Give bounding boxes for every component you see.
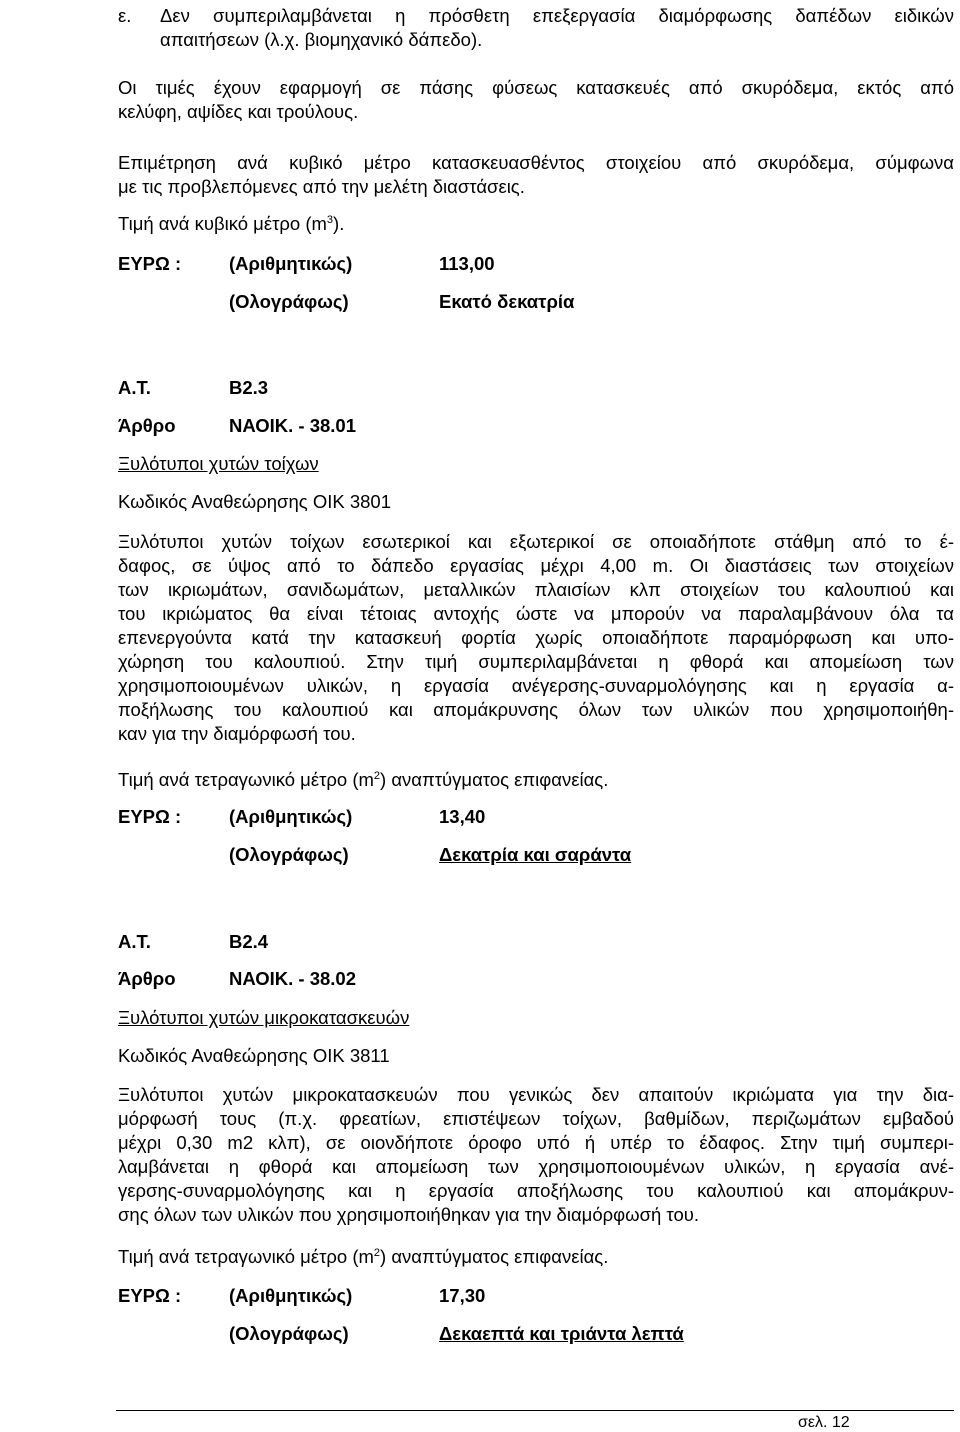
- text-line: γερσης-συναρμολόγησης και η εργασία αποξήλωσης του καλουπιού και απομάκρυν-: [118, 1180, 954, 1201]
- unit-price-line: [118, 768, 608, 792]
- numeric-value: 13,40: [439, 806, 486, 827]
- words-label: (Ολογράφως): [229, 291, 349, 312]
- list-item-marker: ε.: [118, 5, 132, 26]
- euro-label: ΕΥΡΩ :: [118, 253, 182, 274]
- unit-price-sup: 3: [326, 214, 334, 226]
- numeric-label: (Αριθμητικώς): [229, 806, 353, 827]
- unit-price-line: [118, 212, 344, 236]
- unit-price-prefix: Τιμή ανά κυβικό μέτρο (m: [118, 213, 327, 234]
- unit-price-suffix: ) αναπτύγματος επιφανείας.: [380, 1246, 609, 1267]
- article-value: ΝΑΟΙΚ. - 38.01: [229, 415, 356, 436]
- text-line: κελύφη, αψίδες και τρούλους.: [118, 101, 359, 122]
- text-line: Επιμέτρηση ανά κυβικό μέτρο κατασκευασθέντος στοιχείου από σκυρόδεμα, σύμφωνα: [118, 152, 954, 173]
- article-label: Άρθρο: [118, 968, 176, 989]
- text-line: καν για την διαμόρφωσή του.: [118, 723, 356, 744]
- text-line: Δεν συμπεριλαμβάνεται η πρόσθετη επεξεργασία διαμόρφωσης δαπέδων ειδικών: [160, 5, 954, 26]
- text-line: του ικριώματος θα είναι τέτοιας αντοχής ώστε να μπορούν να παραλαμβάνουν όλα τα: [118, 603, 954, 624]
- section-title: Ξυλότυποι χυτών μικροκατασκευών: [118, 1007, 410, 1028]
- description-paragraph: [118, 1083, 954, 1227]
- numeric-label: (Αριθμητικώς): [229, 1285, 353, 1306]
- revision-code: Κωδικός Αναθεώρησης ΟΙΚ 3801: [118, 491, 391, 512]
- article-label: Άρθρο: [118, 415, 176, 436]
- unit-price-line: [118, 1245, 608, 1269]
- words-value: Δεκατρία και σαράντα: [439, 844, 632, 865]
- euro-label: ΕΥΡΩ :: [118, 806, 182, 827]
- text-line: με τις προβλεπόμενες από την μελέτη διαστάσεις.: [118, 176, 525, 197]
- text-line: Οι τιμές έχουν εφαρμογή σε πάσης φύσεως κατασκευές από σκυρόδεμα, εκτός από: [118, 77, 954, 98]
- list-item-text: [160, 4, 954, 52]
- unit-price-sup: 2: [373, 770, 381, 782]
- revision-code: Κωδικός Αναθεώρησης ΟΙΚ 3811: [118, 1045, 390, 1066]
- at-value: Β2.3: [229, 377, 269, 398]
- text-line: των ικριωμάτων, σανιδωμάτων, μεταλλικών πλαισίων κλπ στοιχείων του καλουπιού και: [118, 579, 954, 600]
- text-line: μόρφωσή τους (π.χ. φρεατίων, επιστέψεων τοίχων, βαθμίδων, περιζωμάτων εμβαδού: [118, 1108, 954, 1129]
- text-line: λαμβάνεται η φθορά και απομείωση των χρησιμοποιουμένων υλικών, η εργασία ανέ-: [118, 1156, 954, 1177]
- numeric-value: 113,00: [439, 253, 495, 274]
- euro-label: ΕΥΡΩ :: [118, 1285, 182, 1306]
- text-line: δαφος, σε ύψος από το δάπεδο εργασίας μέχρι 4,00 m. Οι διαστάσεις των στοιχείων: [118, 555, 954, 576]
- numeric-value: 17,30: [439, 1285, 486, 1306]
- numeric-label: (Αριθμητικώς): [229, 253, 353, 274]
- text-line: χώρηση του καλουπιού. Στην τιμή συμπεριλαμβάνεται η φθορά και απομείωση των: [118, 651, 954, 672]
- words-value: Δεκαεπτά και τριάντα λεπτά: [439, 1323, 684, 1344]
- unit-price-prefix: Τιμή ανά τετραγωνικό μέτρο (m: [118, 1246, 374, 1267]
- text-line: απαιτήσεων (λ.χ. βιομηχανικό δάπεδο).: [160, 29, 483, 50]
- description-paragraph: [118, 530, 954, 746]
- text-line: σης όλων των υλικών που χρησιμοποιήθηκαν για την διαμόρφωσή του.: [118, 1204, 700, 1225]
- text-line: μέχρι 0,30 m2 κλπ), σε οιονδήποτε όροφο υπό ή υπέρ το έδαφος. Στην τιμή συμπερι-: [118, 1132, 954, 1153]
- words-label: (Ολογράφως): [229, 844, 349, 865]
- page-number: σελ. 12: [798, 1414, 850, 1431]
- text-line: ποξήλωσης του καλουπιού και απομάκρυνσης όλων των υλικών που χρησιμοποιήθη-: [118, 699, 954, 720]
- text-line: χρησιμοποιουμένων υλικών, η εργασία ανέγερσης-συναρμολόγησης και η εργασία α-: [118, 675, 954, 696]
- article-value: ΝΑΟΙΚ. - 38.02: [229, 968, 356, 989]
- at-label: Α.Τ.: [118, 931, 151, 952]
- at-value: Β2.4: [229, 931, 269, 952]
- text-line: επενεργούντα κατά την κατασκευή φορτία χωρίς οποιαδήποτε παραμόρφωση και υπο-: [118, 627, 954, 648]
- section-title: Ξυλότυποι χυτών τοίχων: [118, 453, 319, 474]
- footer-divider: [116, 1410, 954, 1411]
- words-label: (Ολογράφως): [229, 1323, 349, 1344]
- unit-price-prefix: Τιμή ανά τετραγωνικό μέτρο (m: [118, 769, 374, 790]
- words-value: Εκατό δεκατρία: [439, 291, 575, 312]
- unit-price-suffix: ).: [333, 213, 345, 234]
- measurement-paragraph: [118, 151, 954, 199]
- text-line: Ξυλότυποι χυτών μικροκατασκευών που γενικώς δεν απαιτούν ικριώματα για την δια-: [118, 1084, 954, 1105]
- at-label: Α.Τ.: [118, 377, 151, 398]
- unit-price-suffix: ) αναπτύγματος επιφανείας.: [380, 769, 609, 790]
- text-line: Ξυλότυποι χυτών τοίχων εσωτερικοί και εξωτερικοί σε οποιαδήποτε στάθμη από το έ-: [118, 531, 954, 552]
- unit-price-sup: 2: [373, 1247, 381, 1259]
- prices-note: [118, 76, 954, 124]
